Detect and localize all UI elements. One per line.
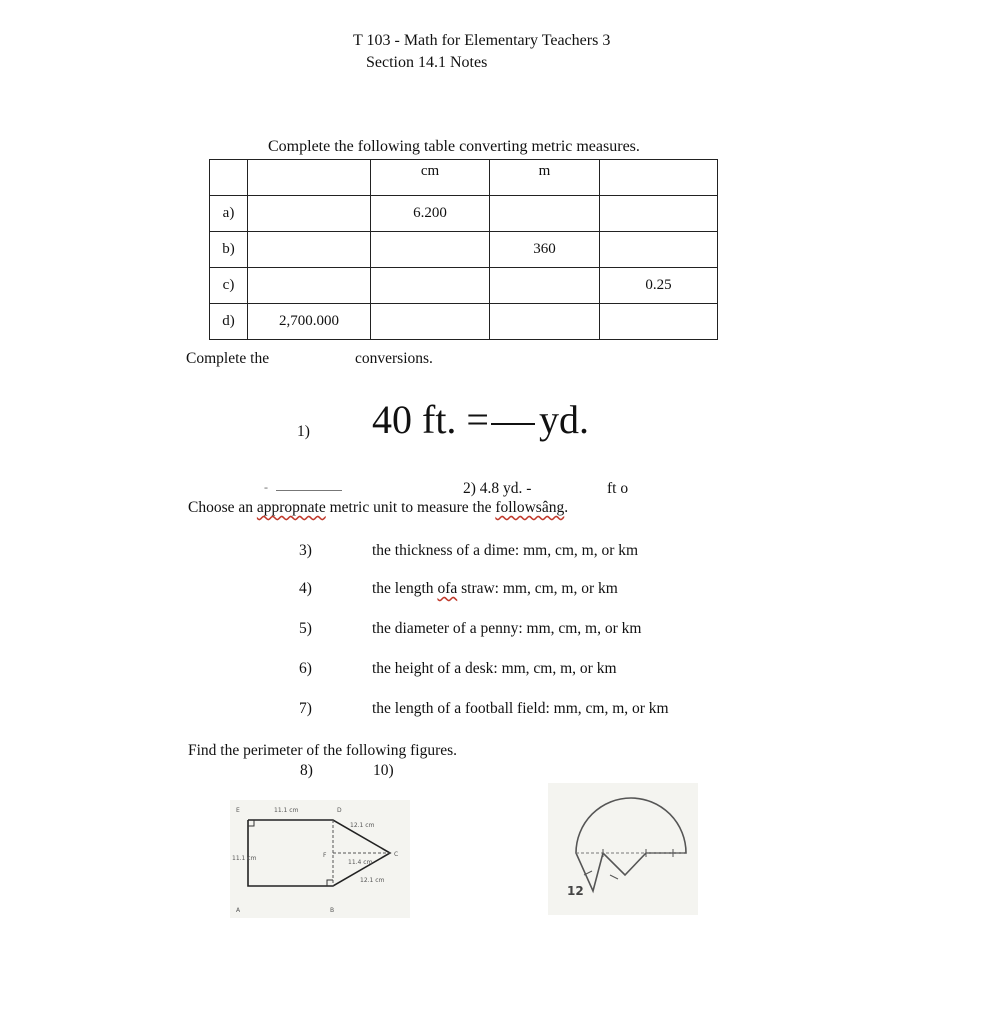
item-text: [372, 660, 617, 678]
table-cell: 6.200: [371, 196, 490, 232]
row-label: a): [210, 196, 248, 232]
item-text-part: the length of a football field: mm, cm, m, or km: [372, 700, 669, 717]
misspelled-word: followsâng: [495, 499, 565, 516]
question-2-prefix: -: [264, 480, 268, 494]
label-upper-diagonal: 12.1 cm: [350, 822, 375, 829]
table-cell: [248, 232, 371, 268]
figure-8-shape: [230, 800, 410, 918]
table-header-cell: [600, 160, 718, 196]
units-instruction-text: Choose an: [188, 499, 257, 516]
question-1-number: 1): [297, 423, 310, 440]
item-number: 5): [299, 620, 312, 637]
table-cell: [371, 268, 490, 304]
item-text-part: the height of a desk: mm, cm, m, or km: [372, 660, 617, 677]
row-label: d): [210, 304, 248, 340]
answer-blank: [491, 423, 535, 425]
table-header-cell: [248, 160, 371, 196]
perimeter-instruction: Find the perimeter of the following figures.: [188, 742, 458, 759]
table-cell: [490, 196, 600, 232]
table-cell: [371, 232, 490, 268]
label-lower-diagonal: 12.1 cm: [360, 877, 385, 884]
figure-10-label: 12: [567, 884, 584, 898]
item-text-part: the length: [372, 580, 438, 597]
item-text: [372, 542, 638, 560]
vertex-label: B: [330, 907, 335, 914]
table-row: [210, 304, 718, 340]
vertex-label: E: [236, 807, 240, 814]
question-2: 2) 4.8 yd. -: [463, 480, 532, 497]
table-row: [210, 196, 718, 232]
units-instruction: [188, 499, 568, 517]
table-cell: [371, 304, 490, 340]
label-mid: 11.4 cm: [348, 859, 373, 866]
conversions-instruction-start: Complete the: [186, 350, 270, 367]
label-top: 11.1 cm: [274, 807, 299, 814]
item-text: [372, 580, 618, 598]
question-1-lhs: 40 ft. =: [372, 397, 489, 442]
item-number: 3): [299, 542, 312, 559]
figure-10-shape: [548, 783, 698, 915]
item-text: [372, 700, 669, 718]
table-cell: [490, 304, 600, 340]
item-text-part: straw: mm, cm, m, or km: [457, 580, 618, 597]
row-label: b): [210, 232, 248, 268]
question-8-number: 8): [300, 762, 313, 779]
item-number: 6): [299, 660, 312, 677]
table-header-cm: cm: [371, 160, 490, 196]
course-title: T 103 - Math for Elementary Teachers 3: [353, 32, 611, 49]
table-header-row: [210, 160, 718, 196]
table-cell: [600, 304, 718, 340]
question-1-rhs: yd.: [539, 397, 589, 442]
question-2-unit: ft o: [607, 480, 629, 497]
units-instruction-text: metric unit to measure the: [325, 499, 496, 516]
table-cell: 2,700.000: [248, 304, 371, 340]
vertex-label: A: [236, 907, 241, 914]
conversions-instruction-end: conversions.: [355, 350, 433, 367]
misspelled-word: ofa: [437, 580, 458, 597]
table-cell: [248, 196, 371, 232]
item-text: [372, 620, 641, 638]
label-left: 11.1 cm: [232, 855, 257, 862]
question-10-number: 10): [373, 762, 394, 779]
table-row: [210, 268, 718, 304]
right-angle-marker: [248, 820, 254, 826]
table-cell: 0.25: [600, 268, 718, 304]
row-label: c): [210, 268, 248, 304]
vertex-label: F: [323, 852, 327, 859]
figure-10-outline: [576, 798, 686, 891]
table-instruction: Complete the following table converting metric measures.: [268, 138, 640, 155]
table-cell: [600, 232, 718, 268]
question-1: [372, 396, 589, 443]
misspelled-word: appropnate: [256, 499, 326, 516]
item-number: 4): [299, 580, 312, 597]
vertex-label: D: [337, 807, 342, 814]
units-instruction-text: .: [564, 499, 569, 516]
conversion-table: [209, 159, 718, 340]
table-cell: [248, 268, 371, 304]
table-header-cell: [210, 160, 248, 196]
table-cell: [600, 196, 718, 232]
tick-mark: [610, 875, 618, 879]
item-text-part: the thickness of a dime: mm, cm, m, or km: [372, 542, 639, 559]
question-2-blank: [276, 490, 342, 491]
table-header-m: m: [490, 160, 600, 196]
item-number: 7): [299, 700, 312, 717]
table-cell: 360: [490, 232, 600, 268]
right-angle-marker: [327, 880, 333, 886]
section-title: Section 14.1 Notes: [366, 54, 488, 71]
table-cell: [490, 268, 600, 304]
item-text-part: the diameter of a penny: mm, cm, m, or km: [372, 620, 642, 637]
table-row: [210, 232, 718, 268]
vertex-label: C: [394, 851, 399, 858]
